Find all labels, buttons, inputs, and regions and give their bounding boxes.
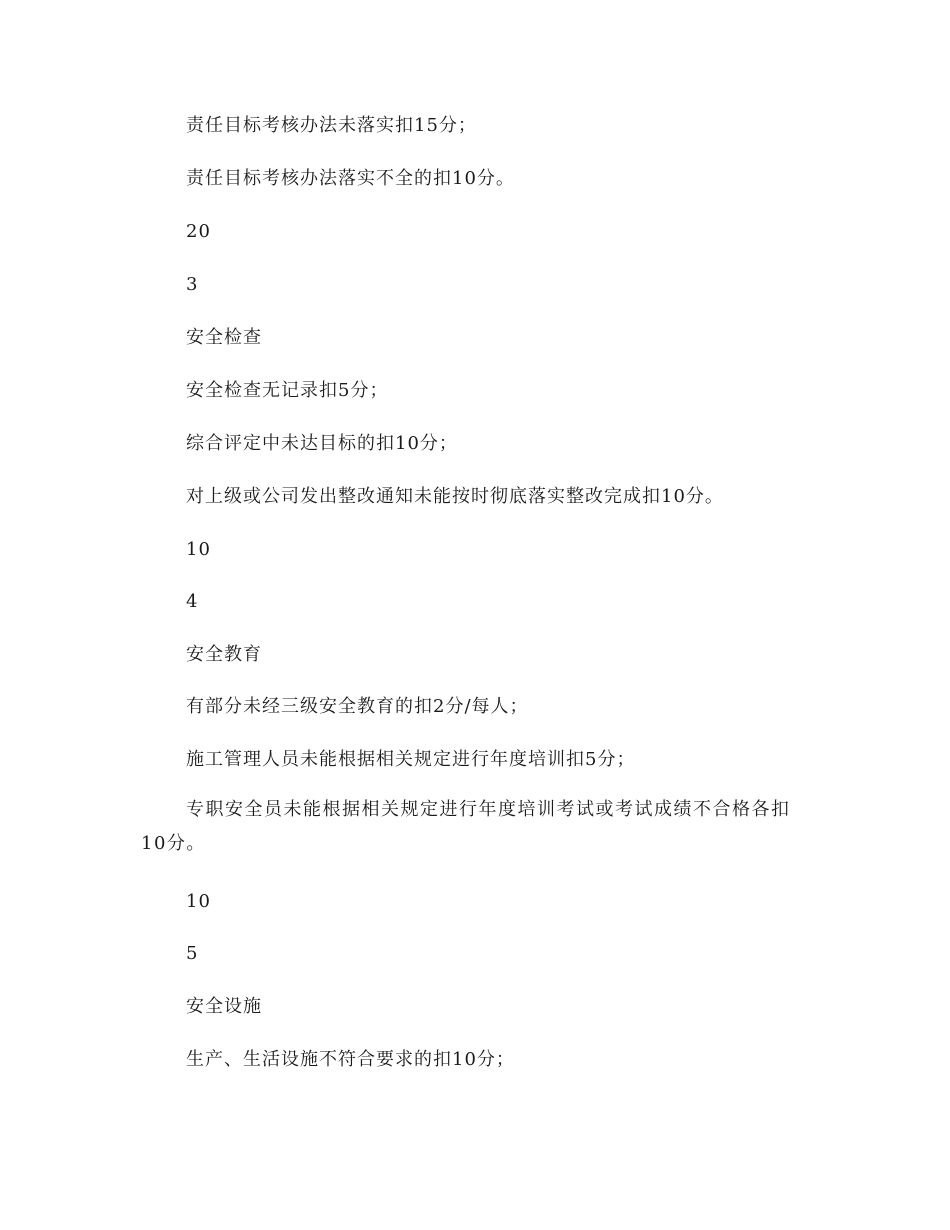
paragraph-item-number-5: 5 — [186, 943, 199, 964]
paragraph-deduction-manager-training: 施工管理人员未能根据相关规定进行年度培训扣5分； — [186, 749, 636, 770]
paragraph-heading-safety-education: 安全教育 — [186, 644, 262, 665]
paragraph-score-10-a: 10 — [186, 539, 211, 560]
paragraph-deduction-rectification-notice: 对上级或公司发出整改通知未能按时彻底落实整改完成扣10分。 — [186, 486, 724, 507]
paragraph-deduction-no-three-level-education: 有部分未经三级安全教育的扣2分/每人； — [186, 696, 529, 717]
paragraph-deduction-target-not-implemented: 责任目标考核办法未落实扣15分； — [186, 115, 477, 136]
paragraph-heading-safety-facilities: 安全设施 — [186, 996, 262, 1017]
paragraph-deduction-facilities-noncompliant: 生产、生活设施不符合要求的扣10分； — [186, 1049, 515, 1070]
paragraph-deduction-target-incomplete: 责任目标考核办法落实不全的扣10分。 — [186, 168, 515, 189]
paragraph-heading-safety-inspection: 安全检查 — [186, 327, 262, 348]
paragraph-item-number-4: 4 — [186, 591, 199, 612]
paragraph-deduction-no-inspection-record: 安全检查无记录扣5分； — [186, 380, 389, 401]
paragraph-score-20: 20 — [186, 221, 211, 242]
paragraph-score-10-b: 10 — [186, 891, 211, 912]
paragraph-deduction-safety-officer-exam: 专职安全员未能根据相关规定进行年度培训考试或考试成绩不合格各扣10分。 — [141, 799, 791, 854]
paragraph-item-number-3: 3 — [186, 274, 199, 295]
paragraph-deduction-target-not-met: 综合评定中未达目标的扣10分； — [186, 433, 458, 454]
